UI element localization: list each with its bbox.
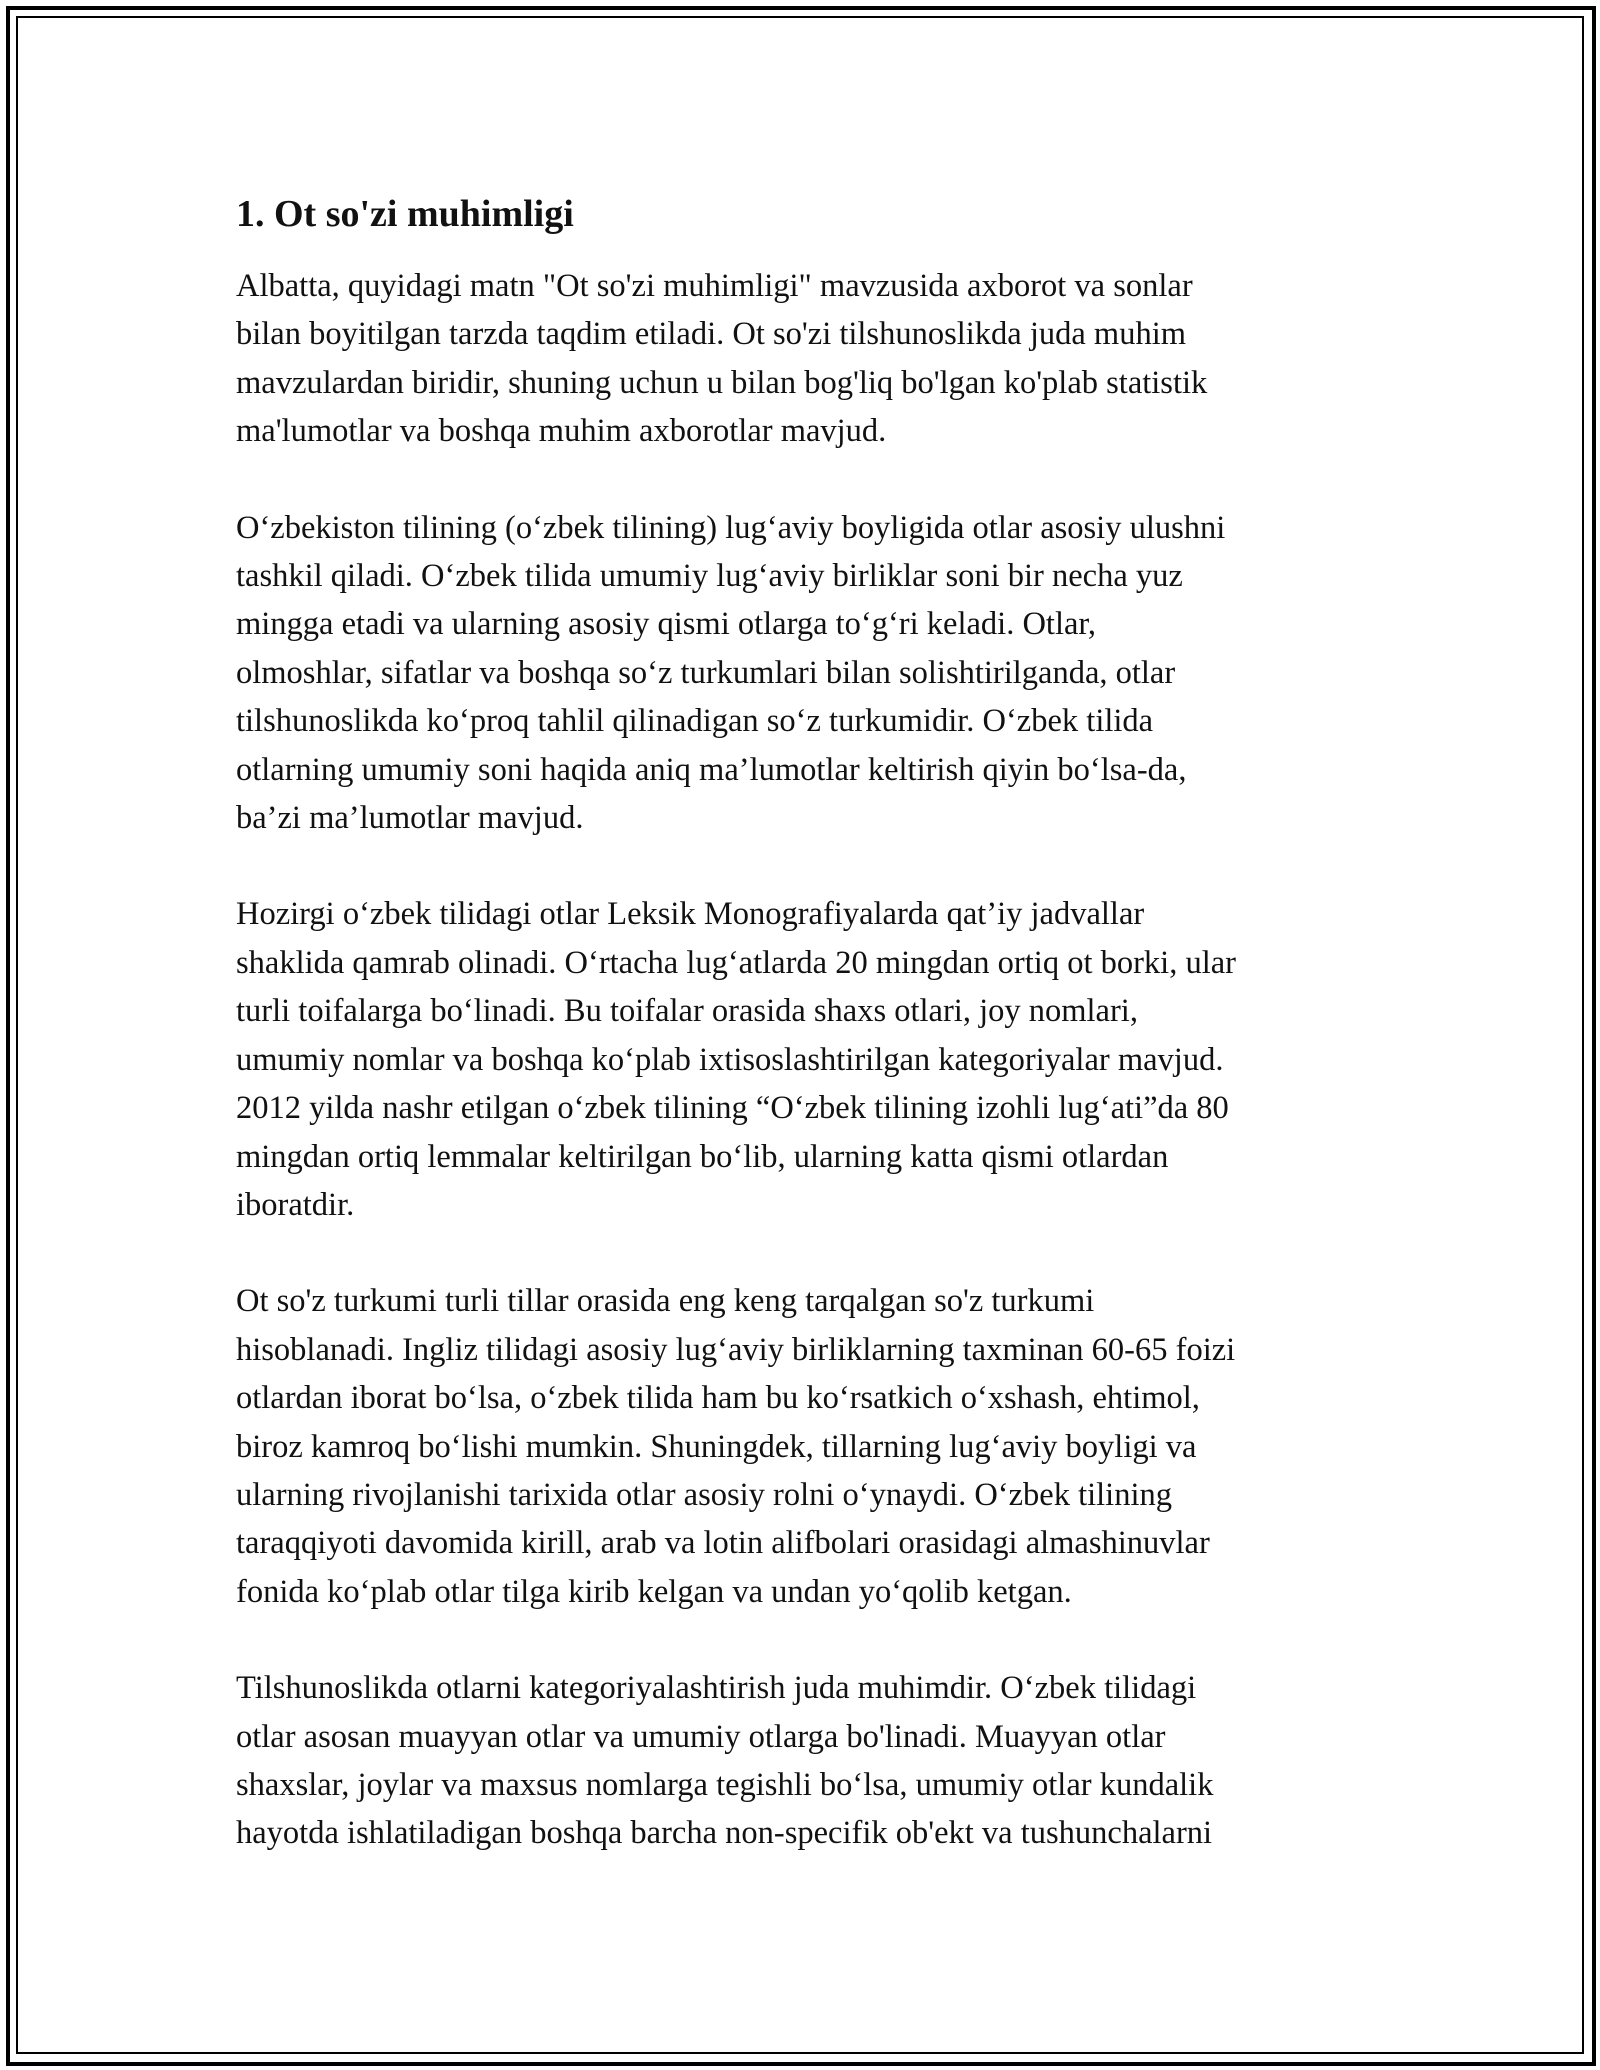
paragraph-cross-language: Ot so'z turkumi turli tillar orasida eng keng tarqalgan so'z turkumi hisoblanadi. Ingliz tilidagi asosiy lug‘aviy birliklarning taxminan 60-65 foizi otlardan iborat bo‘lsa, o‘zbek tilida ham bu ko‘rsatkich o‘xshash, ehtimol, biroz kamroq bo‘lishi mumkin. Shuningdek, tillarning lug‘aviy boyligi va ularning rivojlanishi tarixida otlar asosiy rolni o‘ynaydi. O‘zbek tilining taraqqiyoti davomida kirill, arab va lotin alifbolari orasidagi almashinuvlar fonida ko‘plab otlar tilga kirib kelgan va undan yo‘qolib ketgan. [236, 1283, 1236, 1610]
paragraph-categorization: Tilshunoslikda otlarni kategoriyalashtirish juda muhimdir. O‘zbek tilidagi otlar asosan muayyan otlar va umumiy otlarga bo'linadi. Muayyan otlar shaxslar, joylar va maxsus nomlarga tegishli bo‘lsa, umumiy otlar kundalik hayotda ishlatiladigan boshqa barcha non-specifik ob'ekt va tushunchalarni [236, 1670, 1214, 1852]
paragraph-lexical-share: O‘zbekiston tilining (o‘zbek tilining) lug‘aviy boyligida otlar asosiy ulushni tashkil qiladi. O‘zbek tilida umumiy lug‘aviy birliklar soni bir necha yuz mingga etadi va ularning asosiy qismi otlarga to‘g‘ri keladi. Otlar, olmoshlar, sifatlar va boshqa so‘z turkumlari bilan solishtirilganda, otlar tilshunoslikda ko‘proq tahlil qilinadigan so‘z turkumidir. O‘zbek tilida otlarning umumiy soni haqida aniq ma’lumotlar keltirish qiyin bo‘lsa-da, ba’zi ma’lumotlar mavjud. [236, 509, 1226, 837]
document-page [236, 186, 1386, 1906]
paragraph-dictionaries: Hozirgi o‘zbek tilidagi otlar Leksik Monografiyalarda qat’iy jadvallar shaklida qamrab olinadi. O‘rtacha lug‘atlarda 20 mingdan ortiq ot borki, ular turli toifalarga bo‘linadi. Bu toifalar orasida shaxs otlari, joy nomlari, umumiy nomlar va boshqa ko‘plab ixtisoslashtirilgan kategoriyalar mavjud. 2012 yilda nashr etilgan o‘zbek tilining “O‘zbek tilining izohli lug‘ati”da 80 mingdan ortiq lemmalar keltirilgan bo‘lib, ularning katta qismi otlardan iboratdir. [236, 896, 1236, 1223]
section-heading: 1. Ot so'zi muhimligi [236, 193, 574, 235]
paragraph-intro: Albatta, quyidagi matn "Ot so'zi muhimligi" mavzusida axborot va sonlar bilan boyitilgan tarzda taqdim etiladi. Ot so'zi tilshunoslikda juda muhim mavzulardan biridir, shuning uchun u bilan bog'liq bo'lgan ko'plab statistik ma'lumotlar va boshqa muhim axborotlar mavjud. [236, 268, 1208, 450]
